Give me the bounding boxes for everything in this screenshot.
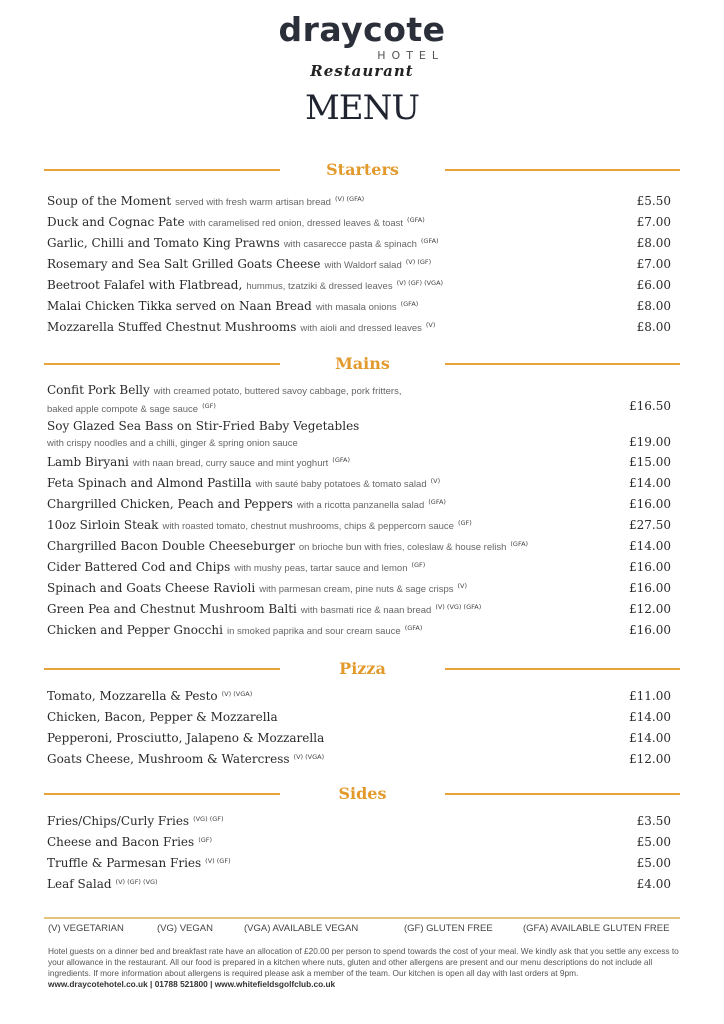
item-price: £16.00 bbox=[629, 560, 671, 574]
item-price: £6.00 bbox=[636, 278, 671, 292]
menu-item bbox=[47, 235, 671, 256]
page-title: MENU bbox=[304, 88, 420, 128]
divider bbox=[445, 668, 680, 670]
section-title: Sides bbox=[338, 784, 387, 803]
legend-available-vegan: (VGA) AVAILABLE VEGAN bbox=[244, 923, 359, 934]
section-pizza-items bbox=[47, 688, 671, 772]
dietary-tags: (GF) bbox=[411, 561, 426, 569]
item-name: Rosemary and Sea Salt Grilled Goats Cheese bbox=[47, 257, 321, 271]
divider bbox=[44, 169, 280, 171]
item-price: £5.00 bbox=[636, 835, 671, 849]
menu-item bbox=[47, 214, 671, 235]
item-price: £11.00 bbox=[629, 689, 671, 703]
menu-item bbox=[47, 855, 671, 876]
dietary-tags: (GFA) bbox=[332, 456, 350, 464]
item-name: Truffle & Parmesan Fries bbox=[47, 856, 202, 870]
divider bbox=[445, 793, 680, 795]
dietary-tags: (V) bbox=[425, 321, 436, 329]
menu-item bbox=[47, 277, 671, 298]
item-name: Chargrilled Bacon Double Cheeseburger bbox=[47, 539, 295, 553]
item-description: with parmesan cream, pine nuts & sage crisps bbox=[259, 584, 454, 595]
item-name: Chicken, Bacon, Pepper & Mozzarella bbox=[47, 710, 278, 724]
item-description: with mushy peas, tartar sauce and lemon bbox=[234, 563, 408, 574]
menu-item bbox=[47, 601, 671, 622]
menu-item bbox=[47, 475, 671, 496]
section-title: Pizza bbox=[339, 659, 386, 678]
item-description: in smoked paprika and sour cream sauce bbox=[226, 626, 401, 637]
footer-text: Hotel guests on a dinner bed and breakfast rate have an allocation of £20.00 per person to spend towards the cost of your meal. We kindly ask that you settle any excess to your allowance in the restaurant. All our food is prepared in a kitchen where nuts, gluten and other allergens are present and our menu descriptions do not include all ingredients. If more information about allergens is required please ask a member of the team. Our kitchen is open all day with last orders at 9pm. bbox=[48, 946, 679, 978]
menu-item bbox=[47, 834, 671, 855]
item-price: £5.00 bbox=[636, 856, 671, 870]
dietary-tags: (V) (GF) (VG) bbox=[115, 878, 158, 886]
menu-item bbox=[47, 622, 671, 643]
item-name: Garlic, Chilli and Tomato King Prawns bbox=[47, 236, 280, 250]
section-title: Starters bbox=[326, 160, 399, 179]
separator: | bbox=[207, 979, 215, 989]
menu-item bbox=[47, 751, 671, 772]
menu-item bbox=[47, 813, 671, 834]
section-sides-items bbox=[47, 813, 671, 897]
section-starters-items bbox=[47, 193, 671, 340]
legend-available-gluten-free: (GFA) AVAILABLE GLUTEN FREE bbox=[523, 923, 670, 934]
logo-hotel: HOTEL bbox=[377, 49, 444, 62]
divider bbox=[44, 793, 280, 795]
dietary-tags: (V) bbox=[430, 477, 441, 485]
dietary-tags: (GFA) bbox=[428, 498, 446, 506]
separator: | bbox=[147, 979, 155, 989]
item-name: Spinach and Goats Cheese Ravioli bbox=[47, 581, 256, 595]
item-description: with caramelised red onion, dressed leaves & toast bbox=[188, 218, 404, 229]
item-name: Mozzarella Stuffed Chestnut Mushrooms bbox=[47, 320, 297, 334]
item-name: Tomato, Mozzarella & Pesto bbox=[47, 689, 218, 703]
item-price: £12.00 bbox=[629, 752, 671, 766]
item-description: with creamed potato, buttered savoy cabbage, pork fritters, bbox=[153, 386, 402, 397]
divider bbox=[445, 169, 680, 171]
menu-item bbox=[47, 517, 671, 538]
menu-item bbox=[47, 298, 671, 319]
menu-item bbox=[47, 382, 671, 418]
dietary-tags: (V) (VGA) bbox=[221, 690, 253, 698]
item-price: £4.00 bbox=[636, 877, 671, 891]
dietary-tags: (V) (VG) (GFA) bbox=[435, 603, 482, 611]
item-description: with masala onions bbox=[315, 302, 397, 313]
item-name: Chargrilled Chicken, Peach and Peppers bbox=[47, 497, 293, 511]
dietary-tags: (GFA) bbox=[400, 300, 419, 308]
section-title: Mains bbox=[335, 354, 390, 373]
item-price: £16.00 bbox=[629, 581, 671, 595]
item-name: Leaf Salad bbox=[47, 877, 112, 891]
dietary-tags: (V) bbox=[457, 582, 468, 590]
menu-item bbox=[47, 876, 671, 897]
golf-website-link[interactable]: www.whitefieldsgolfclub.co.uk bbox=[214, 979, 336, 989]
item-name: Cheese and Bacon Fries bbox=[47, 835, 195, 849]
item-price: £16.50 bbox=[629, 399, 671, 413]
menu-item bbox=[47, 454, 671, 475]
phone-number[interactable]: 01788 521800 bbox=[154, 979, 208, 989]
item-name: Chicken and Pepper Gnocchi bbox=[47, 623, 223, 637]
item-description: with sauté baby potatoes & tomato salad bbox=[255, 479, 427, 490]
item-description: with roasted tomato, chestnut mushrooms, chips & peppercorn sauce bbox=[162, 521, 454, 532]
item-name: Confit Pork Belly bbox=[47, 383, 150, 397]
dietary-tags: (V) (GF) bbox=[405, 258, 432, 266]
dietary-tags: (GF) bbox=[198, 836, 213, 844]
menu-item bbox=[47, 256, 671, 277]
dietary-tags: (V) (VGA) bbox=[293, 753, 325, 761]
menu-item bbox=[47, 559, 671, 580]
item-description: with Waldorf salad bbox=[324, 260, 402, 271]
item-name: Goats Cheese, Mushroom & Watercress bbox=[47, 752, 290, 766]
item-price: £8.00 bbox=[636, 236, 671, 250]
menu-item bbox=[47, 688, 671, 709]
item-name: Soy Glazed Sea Bass on Stir-Fried Baby Vegetables bbox=[47, 419, 360, 433]
item-price: £8.00 bbox=[636, 299, 671, 313]
section-header-mains bbox=[44, 354, 680, 374]
item-price: £14.00 bbox=[629, 539, 671, 553]
menu-item bbox=[47, 580, 671, 601]
item-description: with naan bread, curry sauce and mint yoghurt bbox=[132, 458, 329, 469]
dietary-tags: (VG) (GF) bbox=[193, 815, 224, 823]
item-price: £15.00 bbox=[629, 455, 671, 469]
dietary-tags: (GF) bbox=[202, 402, 216, 410]
divider bbox=[445, 363, 680, 365]
section-mains-items bbox=[47, 382, 671, 643]
section-header-pizza bbox=[44, 659, 680, 679]
dietary-tags: (V) (GF) (VGA) bbox=[396, 279, 444, 287]
item-name: Lamb Biryani bbox=[47, 455, 129, 469]
item-name: Duck and Cognac Pate bbox=[47, 215, 185, 229]
item-name: Feta Spinach and Almond Pastilla bbox=[47, 476, 252, 490]
menu-item bbox=[47, 418, 671, 454]
dietary-tags: (GF) bbox=[457, 519, 472, 527]
legend-gluten-free: (GF) GLUTEN FREE bbox=[404, 923, 493, 934]
item-name: Pepperoni, Prosciutto, Jalapeno & Mozzarella bbox=[47, 731, 325, 745]
item-name: Beetroot Falafel with Flatbread, bbox=[47, 278, 243, 292]
item-description: with a ricotta panzanella salad bbox=[296, 500, 425, 511]
item-description: with casarecce pasta & spinach bbox=[283, 239, 417, 250]
item-price: £19.00 bbox=[629, 435, 671, 449]
dietary-tags: (GFA) bbox=[407, 216, 425, 224]
dietary-tags: (GFA) bbox=[510, 540, 529, 548]
item-price: £16.00 bbox=[629, 497, 671, 511]
item-description-line2: baked apple compote & sage sauce bbox=[47, 404, 199, 415]
section-header-sides bbox=[44, 784, 680, 804]
menu-item bbox=[47, 319, 671, 340]
item-description: served with fresh warm artisan bread bbox=[175, 197, 331, 208]
item-price: £14.00 bbox=[629, 476, 671, 490]
item-name: Soup of the Moment bbox=[47, 194, 172, 208]
item-description: with basmati rice & naan bread bbox=[300, 605, 432, 616]
divider bbox=[44, 668, 280, 670]
legend-vegetarian: (V) VEGETARIAN bbox=[48, 923, 124, 934]
item-price: £12.00 bbox=[629, 602, 671, 616]
item-price: £14.00 bbox=[629, 731, 671, 745]
item-description-line2: with crispy noodles and a chilli, ginger & spring onion sauce bbox=[47, 438, 298, 449]
logo-restaurant: Restaurant bbox=[310, 62, 414, 80]
dietary-tags: (GFA) bbox=[404, 624, 423, 632]
item-price: £7.00 bbox=[636, 215, 671, 229]
item-price: £16.00 bbox=[629, 623, 671, 637]
item-price: £8.00 bbox=[636, 320, 671, 334]
menu-item bbox=[47, 730, 671, 751]
footer-note bbox=[48, 946, 680, 990]
item-price: £27.50 bbox=[629, 518, 671, 532]
divider bbox=[44, 363, 280, 365]
item-price: £3.50 bbox=[636, 814, 671, 828]
item-name: Fries/Chips/Curly Fries bbox=[47, 814, 190, 828]
item-name: 10oz Sirloin Steak bbox=[47, 518, 159, 532]
item-price: £5.50 bbox=[636, 194, 671, 208]
dietary-tags: (V) (GFA) bbox=[334, 195, 365, 203]
item-description: hummus, tzatziki & dressed leaves bbox=[246, 281, 393, 292]
item-name: Cider Battered Cod and Chips bbox=[47, 560, 231, 574]
item-description: with aioli and dressed leaves bbox=[300, 323, 422, 334]
item-price: £14.00 bbox=[629, 710, 671, 724]
menu-item bbox=[47, 709, 671, 730]
menu-item bbox=[47, 538, 671, 559]
item-price: £7.00 bbox=[636, 257, 671, 271]
legend-divider bbox=[44, 917, 680, 919]
legend-vegan: (VG) VEGAN bbox=[157, 923, 213, 934]
menu-item bbox=[47, 193, 671, 214]
logo-brand: draycote bbox=[278, 10, 446, 49]
menu-item bbox=[47, 496, 671, 517]
item-description: on brioche bun with fries, coleslaw & house relish bbox=[298, 542, 507, 553]
section-header-starters bbox=[44, 160, 680, 180]
dietary-tags: (V) (GF) bbox=[205, 857, 231, 865]
item-name: Green Pea and Chestnut Mushroom Balti bbox=[47, 602, 297, 616]
website-link[interactable]: www.draycotehotel.co.uk bbox=[48, 979, 148, 989]
item-name: Malai Chicken Tikka served on Naan Bread bbox=[47, 299, 312, 313]
dietary-tags: (GFA) bbox=[420, 237, 439, 245]
